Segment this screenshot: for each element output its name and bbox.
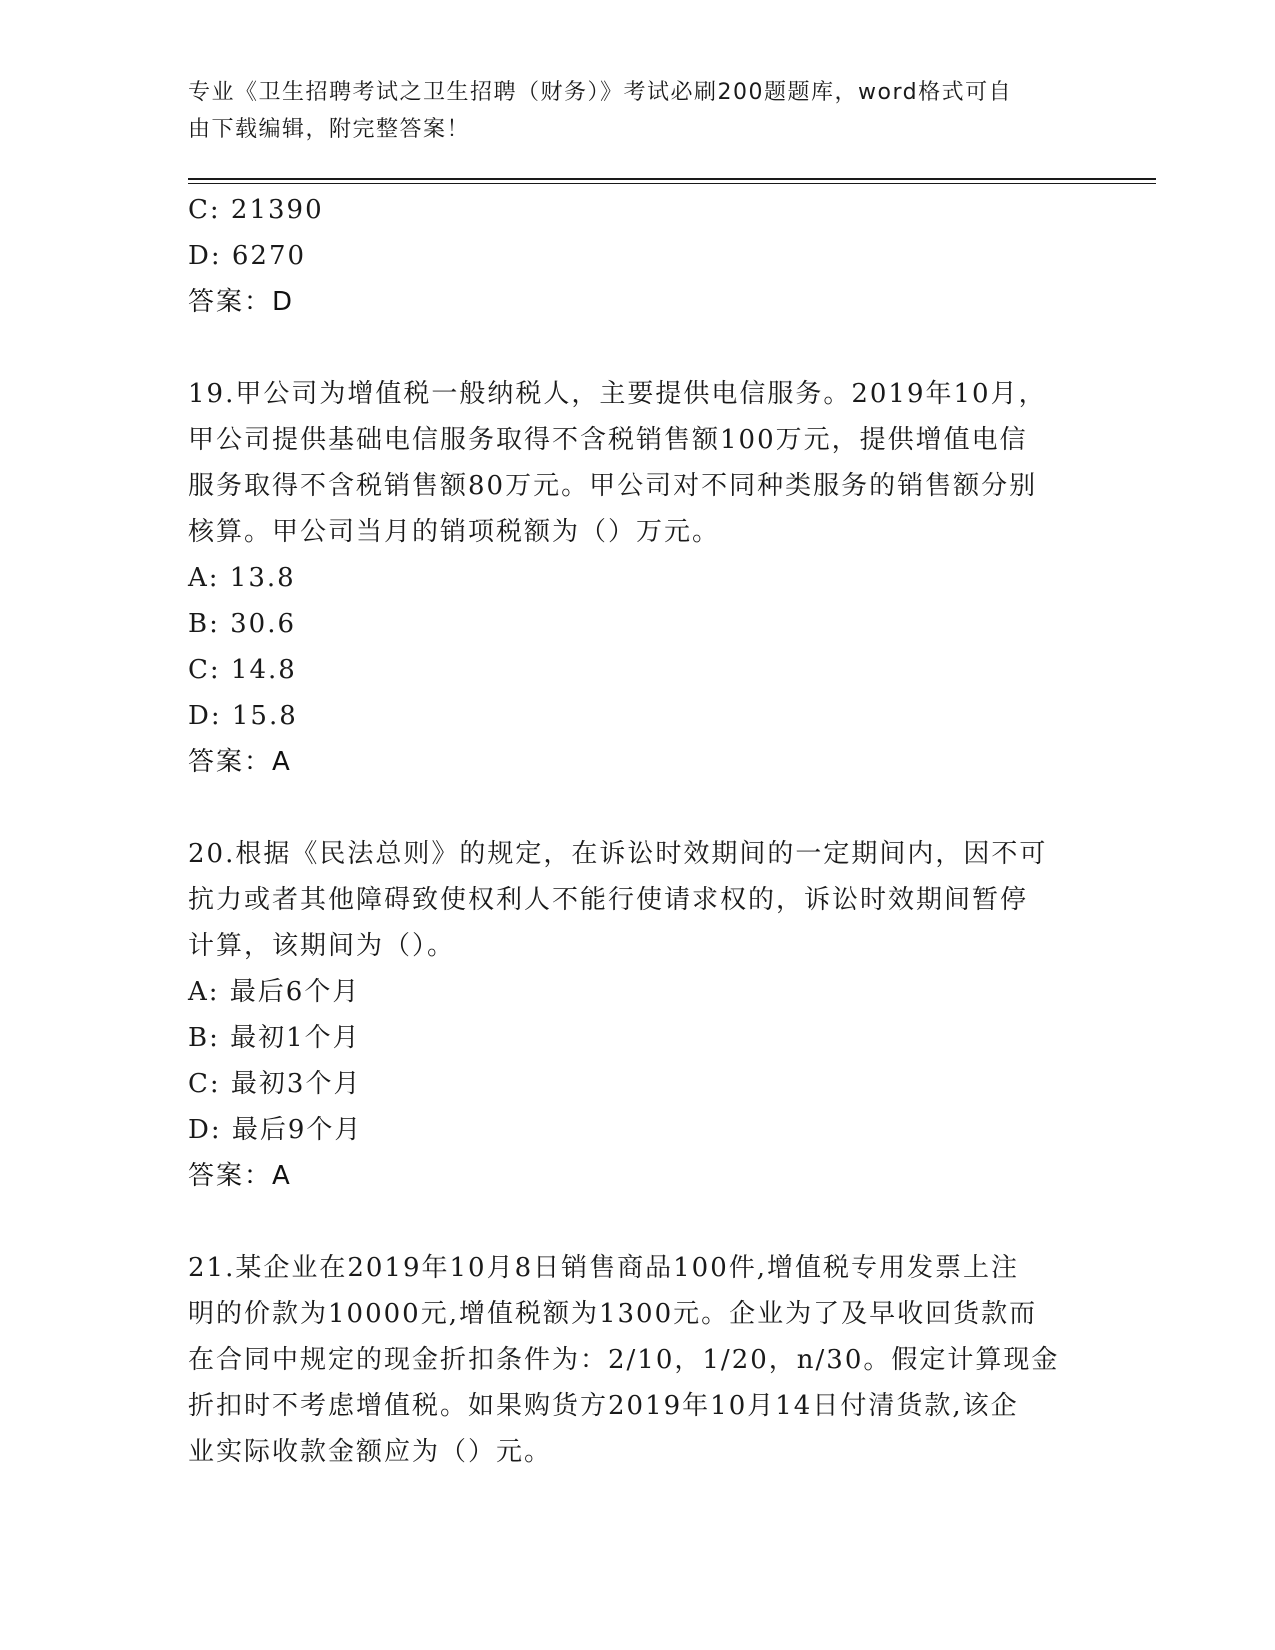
option-a: A: 最后6个月 [188,977,361,1007]
question-text-line: 甲公司提供基础电信服务取得不含税销售额100万元，提供增值电信 [188,425,1028,455]
question-text-line: 抗力或者其他障碍致使权利人不能行使请求权的，诉讼时效期间暂停 [188,885,1029,915]
header-line-1: 专业《卫生招聘考试之卫生招聘（财务）》考试必刷200题题库，word格式可自 [188,80,1013,105]
header-divider-thick [188,178,1156,180]
answer-line: 答案：A [188,1161,292,1191]
answer-line: 答案：A [188,747,292,777]
spacer [188,325,1088,371]
question-text-line: 20.根据《民法总则》的规定，在诉讼时效期间的一定期间内，因不可 [188,839,1048,869]
header-divider-thin [188,183,1156,184]
option-d: D: 最后9个月 [188,1115,363,1145]
option-a: A: 13.8 [188,563,296,593]
spacer [188,785,1088,831]
option-c: C: 21390 [188,195,324,225]
question-text-line: 19.甲公司为增值税一般纳税人，主要提供电信服务。2019年10月， [188,379,1047,409]
previous-question [188,187,1088,325]
question-21 [188,1245,1088,1475]
option-d: D: 6270 [188,241,307,271]
question-text-line: 在合同中规定的现金折扣条件为：2/10，1/20，n/30。假定计算现金 [188,1345,1060,1375]
question-20 [188,831,1088,1199]
question-text-line: 计算，该期间为（）。 [188,931,456,961]
question-text-line: 折扣时不考虑增值税。如果购货方2019年10月14日付清货款,该企 [188,1391,1019,1421]
question-text-line: 核算。甲公司当月的销项税额为（）万元。 [188,517,721,547]
question-19 [188,371,1088,785]
option-d: D: 15.8 [188,701,298,731]
answer-line: 答案：D [188,287,295,317]
option-b: B: 30.6 [188,609,297,639]
question-text-line: 明的价款为10000元,增值税额为1300元。企业为了及早收回货款而 [188,1299,1038,1329]
spacer [188,1199,1088,1245]
question-text-line: 21.某企业在2019年10月8日销售商品100件,增值税专用发票上注 [188,1253,1020,1283]
option-c: C: 14.8 [188,655,297,685]
header-line-2: 由下载编辑，附完整答案！ [188,117,471,142]
option-b: B: 最初1个月 [188,1023,361,1053]
question-text-line: 业实际收款金额应为（）元。 [188,1437,553,1467]
page-header [188,74,1088,148]
question-text-line: 服务取得不含税销售额80万元。甲公司对不同种类服务的销售额分别 [188,471,1038,501]
option-c: C: 最初3个月 [188,1069,362,1099]
document-body [188,187,1088,1475]
